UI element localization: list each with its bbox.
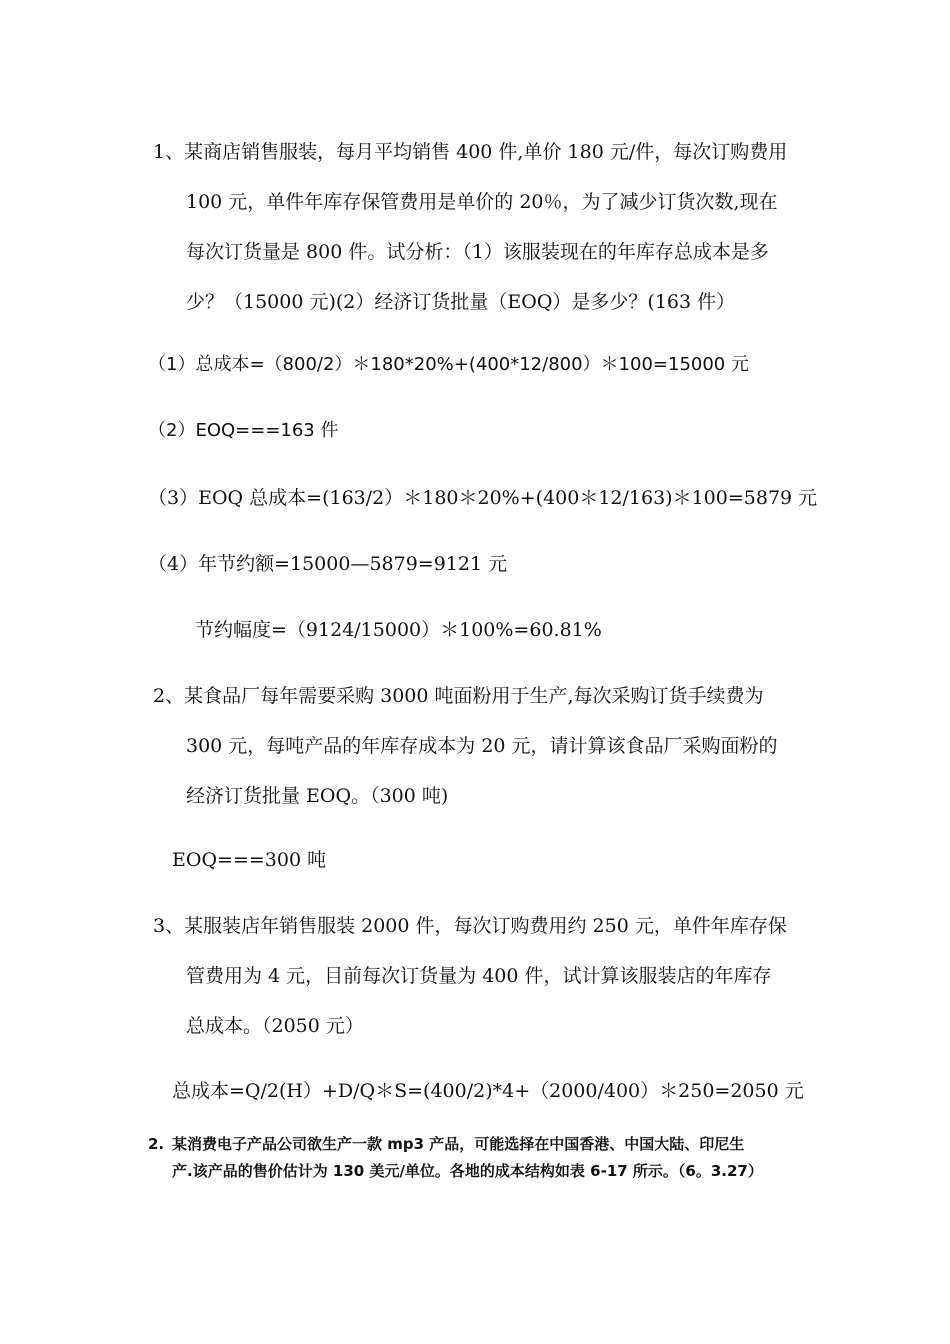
question-1-line-2: 100 元，单件年库存保管费用是单价的 20％，为了减少订货次数,现在 <box>186 191 778 213</box>
answer-1-step-3: （3）EOQ 总成本=(163/2）＊180＊20%+(400＊12/163)＊100=5879 元 <box>148 487 818 509</box>
question-2-line-3: 经济订货批量 EOQ。（300 吨) <box>186 785 449 807</box>
question-3-line-1: 3、某服装店年销售服装 2000 件，每次订购费用约 250 元，单件年库存保 <box>153 915 787 937</box>
question-1-line-4: 少？（15000 元)(2）经济订货批量（EOQ）是多少？(163 件） <box>186 291 736 313</box>
question-1-line-3: 每次订货量是 800 件。试分析：（1）该服装现在的年库存总成本是多 <box>186 241 769 263</box>
question-2-line-1: 2、某食品厂每年需要采购 3000 吨面粉用于生产,每次采购订货手续费为 <box>153 685 764 707</box>
question-4-line-1: 某消费电子产品公司欲生产一款 mp3 产品，可能选择在中国香港、中国大陆、印尼生 <box>172 1135 745 1153</box>
answer-1-step-5: 节约幅度=（9124/15000）＊100%=60.81% <box>195 619 602 641</box>
answer-1-step-4: （4）年节约额=15000—5879=9121 元 <box>148 553 508 575</box>
answer-1-step-1: （1）总成本=（800/2）＊180*20%+(400*12/800）＊100=15000 元 <box>148 354 749 375</box>
question-2-line-2: 300 元，每吨产品的年库存成本为 20 元，请计算该食品厂采购面粉的 <box>186 735 778 757</box>
answer-1-step-2: （2）EOQ===163 件 <box>148 420 339 441</box>
answer-3: 总成本=Q/2(H）+D/Q＊S=(400/2)*4+（2000/400）＊250=2050 元 <box>172 1080 804 1102</box>
question-4-line-2: 产.该产品的售价估计为 130 美元/单位。各地的成本结构如表 6-17 所示。（6。3.27） <box>172 1162 763 1180</box>
answer-2: EOQ===300 吨 <box>172 849 327 871</box>
question-3-line-3: 总成本。（2050 元） <box>186 1015 364 1037</box>
question-1-line-1: 1、某商店销售服装，每月平均销售 400 件,单价 180 元/件，每次订购费用 <box>153 141 788 163</box>
question-4-number: 2. <box>148 1135 165 1153</box>
question-3-line-2: 管费用为 4 元，目前每次订货量为 400 件，试计算该服装店的年库存 <box>186 965 772 987</box>
